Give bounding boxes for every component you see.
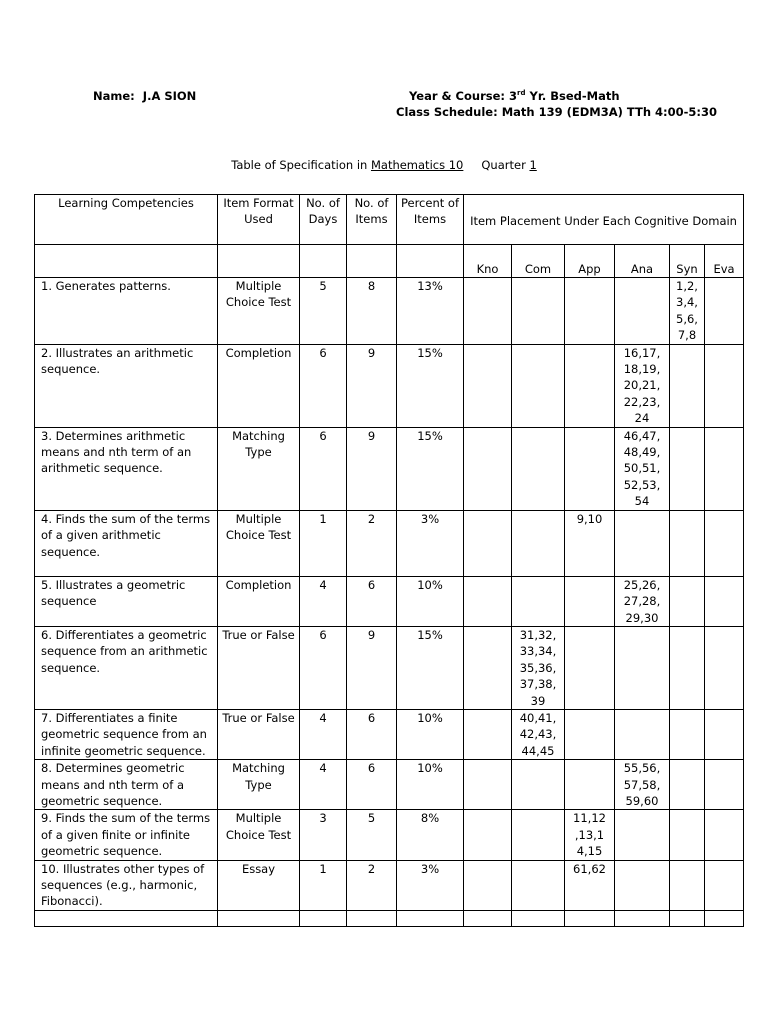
eva-cell (705, 760, 744, 810)
items-cell: 2 (347, 860, 397, 910)
eva-cell (705, 278, 744, 345)
year-number: 3 (509, 89, 518, 103)
app-cell: 11,12 ,13,1 4,15 (565, 810, 615, 860)
competency-cell: 6. Differentiates a geometric sequence from an arithmetic sequence. (35, 626, 218, 709)
days-cell: 1 (300, 860, 347, 910)
title-subject: Mathematics 10 (370, 158, 464, 172)
format-cell: Matching Type (218, 427, 300, 510)
percent-cell: 3% (397, 510, 464, 576)
ana-cell (615, 860, 670, 910)
app-cell (565, 278, 615, 345)
kno-cell (464, 427, 512, 510)
com-cell (512, 810, 565, 860)
items-cell: 9 (347, 344, 397, 427)
eva-cell (705, 860, 744, 910)
com-cell (512, 278, 565, 345)
domain-row (35, 245, 744, 278)
domain-kno: Kno (464, 245, 512, 278)
table-row (35, 427, 744, 510)
quarter-label: Quarter (481, 158, 530, 172)
eva-cell (705, 427, 744, 510)
schedule-label: Class Schedule: (396, 105, 498, 119)
blank-cell (512, 910, 565, 926)
com-cell (512, 760, 565, 810)
items-cell: 9 (347, 626, 397, 709)
syn-cell (670, 626, 705, 709)
competency-cell: 8. Determines geometric means and nth term of a geometric sequence. (35, 760, 218, 810)
syn-cell (670, 427, 705, 510)
items-cell: 8 (347, 278, 397, 345)
items-cell: 6 (347, 576, 397, 626)
specification-table (34, 194, 744, 927)
days-cell: 6 (300, 344, 347, 427)
eva-cell (705, 576, 744, 626)
com-cell (512, 344, 565, 427)
document-title (0, 157, 768, 173)
format-cell: True or False (218, 709, 300, 759)
header-format: Item Format Used (218, 195, 300, 245)
kno-cell (464, 278, 512, 345)
percent-cell: 15% (397, 626, 464, 709)
ana-cell (615, 626, 670, 709)
table-row (35, 576, 744, 626)
header-placement: Item Placement Under Each Cognitive Domain (464, 195, 744, 245)
table-row (35, 278, 744, 345)
competency-cell: 10. Illustrates other types of sequences (e.g., harmonic, Fibonacci). (35, 860, 218, 910)
days-cell: 1 (300, 510, 347, 576)
competency-cell: 9. Finds the sum of the terms of a given finite or infinite geometric sequence. (35, 810, 218, 860)
kno-cell (464, 344, 512, 427)
percent-cell: 8% (397, 810, 464, 860)
header-competencies: Learning Competencies (35, 195, 218, 245)
ana-cell (615, 278, 670, 345)
syn-cell (670, 510, 705, 576)
syn-cell (670, 860, 705, 910)
days-cell: 6 (300, 626, 347, 709)
domain-app: App (565, 245, 615, 278)
format-cell: Completion (218, 344, 300, 427)
app-cell (565, 709, 615, 759)
domain-ana: Ana (615, 245, 670, 278)
header-items: No. of Items (347, 195, 397, 245)
kno-cell (464, 760, 512, 810)
table-row (35, 860, 744, 910)
items-cell: 9 (347, 427, 397, 510)
percent-cell: 15% (397, 344, 464, 427)
blank-cell (218, 245, 300, 278)
kno-cell (464, 510, 512, 576)
blank-cell (300, 245, 347, 278)
blank-cell (397, 245, 464, 278)
quarter-value: 1 (529, 158, 537, 172)
competency-cell: 2. Illustrates an arithmetic sequence. (35, 344, 218, 427)
format-cell: Essay (218, 860, 300, 910)
days-cell: 3 (300, 810, 347, 860)
blank-cell (670, 910, 705, 926)
kno-cell (464, 709, 512, 759)
items-cell: 6 (347, 760, 397, 810)
name-value: J.A SION (142, 89, 197, 103)
format-cell: Multiple Choice Test (218, 510, 300, 576)
ana-cell: 25,26, 27,28, 29,30 (615, 576, 670, 626)
items-cell: 6 (347, 709, 397, 759)
days-cell: 4 (300, 576, 347, 626)
year-course-value: Yr. Bsed-Math (525, 89, 620, 103)
items-cell: 2 (347, 510, 397, 576)
format-cell: Matching Type (218, 760, 300, 810)
app-cell (565, 576, 615, 626)
table-row (35, 344, 744, 427)
app-cell (565, 344, 615, 427)
syn-cell (670, 344, 705, 427)
items-cell: 5 (347, 810, 397, 860)
syn-cell (670, 760, 705, 810)
blank-cell (615, 910, 670, 926)
ana-cell: 16,17, 18,19, 20,21, 22,23, 24 (615, 344, 670, 427)
kno-cell (464, 626, 512, 709)
title-prefix: Table of Specification in (231, 158, 371, 172)
domain-com: Com (512, 245, 565, 278)
percent-cell: 10% (397, 709, 464, 759)
blank-cell (347, 910, 397, 926)
percent-cell: 13% (397, 278, 464, 345)
syn-cell (670, 810, 705, 860)
header-days: No. of Days (300, 195, 347, 245)
percent-cell: 3% (397, 860, 464, 910)
eva-cell (705, 810, 744, 860)
app-cell (565, 427, 615, 510)
app-cell: 9,10 (565, 510, 615, 576)
ana-cell (615, 810, 670, 860)
blank-cell (464, 910, 512, 926)
competency-cell: 7. Differentiates a finite geometric sequence from an infinite geometric sequence. (35, 709, 218, 759)
table-row (35, 760, 744, 810)
year-course (409, 88, 620, 104)
ana-cell (615, 510, 670, 576)
format-cell: Multiple Choice Test (218, 810, 300, 860)
syn-cell (670, 709, 705, 759)
blank-cell (397, 910, 464, 926)
blank-cell (565, 910, 615, 926)
blank-cell (347, 245, 397, 278)
days-cell: 5 (300, 278, 347, 345)
app-cell (565, 626, 615, 709)
eva-cell (705, 344, 744, 427)
com-cell (512, 576, 565, 626)
table-row (35, 709, 744, 759)
student-name (93, 88, 196, 104)
format-cell: Completion (218, 576, 300, 626)
syn-cell (670, 576, 705, 626)
eva-cell (705, 709, 744, 759)
eva-cell (705, 626, 744, 709)
days-cell: 4 (300, 709, 347, 759)
format-cell: True or False (218, 626, 300, 709)
kno-cell (464, 576, 512, 626)
blank-cell (35, 245, 218, 278)
blank-cell (218, 910, 300, 926)
blank-cell (35, 910, 218, 926)
days-cell: 6 (300, 427, 347, 510)
percent-cell: 10% (397, 576, 464, 626)
percent-cell: 15% (397, 427, 464, 510)
com-cell: 31,32, 33,34, 35,36, 37,38, 39 (512, 626, 565, 709)
com-cell (512, 427, 565, 510)
kno-cell (464, 860, 512, 910)
empty-row (35, 910, 744, 926)
competency-cell: 1. Generates patterns. (35, 278, 218, 345)
app-cell (565, 760, 615, 810)
competency-cell: 5. Illustrates a geometric sequence (35, 576, 218, 626)
table-row (35, 626, 744, 709)
class-schedule (396, 104, 717, 120)
days-cell: 4 (300, 760, 347, 810)
table-row (35, 810, 744, 860)
eva-cell (705, 510, 744, 576)
blank-cell (705, 910, 744, 926)
year-label: Year & Course: (409, 89, 505, 103)
domain-eva: Eva (705, 245, 744, 278)
syn-cell: 1,2, 3,4, 5,6, 7,8 (670, 278, 705, 345)
com-cell: 40,41, 42,43, 44,45 (512, 709, 565, 759)
format-cell: Multiple Choice Test (218, 278, 300, 345)
year-suffix: rd (517, 89, 526, 97)
header-row (35, 195, 744, 245)
domain-syn: Syn (670, 245, 705, 278)
app-cell: 61,62 (565, 860, 615, 910)
percent-cell: 10% (397, 760, 464, 810)
competency-cell: 3. Determines arithmetic means and nth term of an arithmetic sequence. (35, 427, 218, 510)
competency-cell: 4. Finds the sum of the terms of a given arithmetic sequence. (35, 510, 218, 576)
ana-cell (615, 709, 670, 759)
com-cell (512, 510, 565, 576)
blank-cell (300, 910, 347, 926)
name-label: Name: (93, 89, 135, 103)
table-row (35, 510, 744, 576)
com-cell (512, 860, 565, 910)
header-percent: Percent of Items (397, 195, 464, 245)
kno-cell (464, 810, 512, 860)
schedule-value: Math 139 (EDM3A) TTh 4:00-5:30 (501, 105, 717, 119)
ana-cell: 46,47, 48,49, 50,51, 52,53, 54 (615, 427, 670, 510)
ana-cell: 55,56, 57,58, 59,60 (615, 760, 670, 810)
